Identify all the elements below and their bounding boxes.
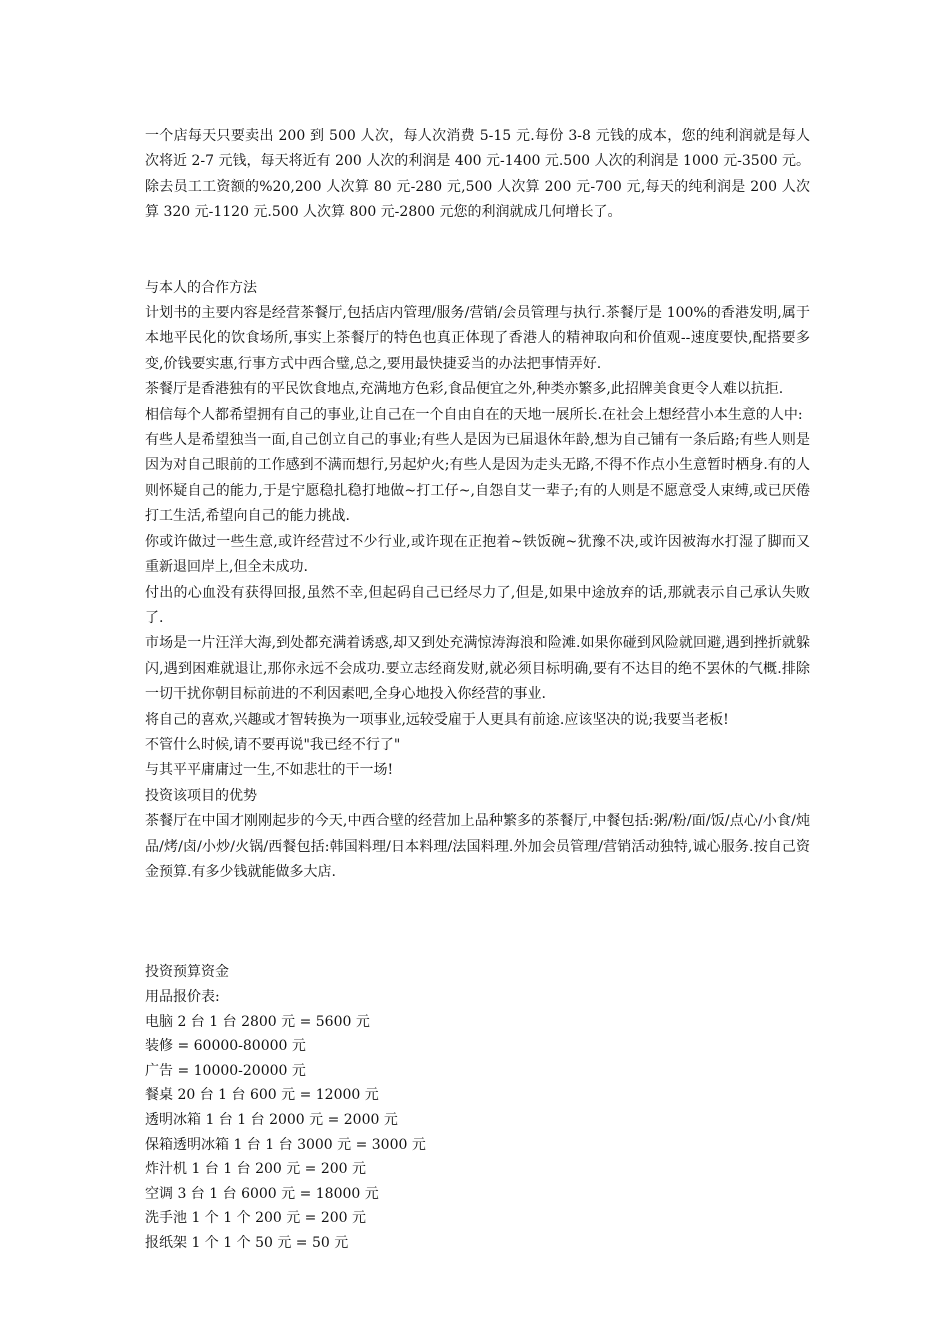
coop-paragraph-3: 相信每个人都希望拥有自己的事业,让自己在一个自由自在的天地一展所长.在社会上想经营小本生意的人中:	[145, 406, 803, 423]
budget-item: 炸汁机 1 台 1 台 200 元 = 200 元	[145, 1161, 367, 1178]
budget-item: 空调 3 台 1 台 6000 元 = 18000 元	[145, 1185, 379, 1202]
spacer	[145, 935, 810, 960]
coop-paragraph-10: 与其平平庸庸过一生,不如悲壮的干一场!	[145, 762, 394, 779]
budget-item: 电脑 2 台 1 台 2800 元 = 5600 元	[145, 1013, 370, 1030]
coop-paragraph-8: 将自己的喜欢,兴趣或才智转换为一项事业,远较受雇于人更具有前途.应该坚决的说;我要当老板!	[145, 711, 729, 728]
budget-subheading: 用品报价表:	[145, 988, 220, 1005]
budget-heading: 投资预算资金	[145, 964, 229, 981]
coop-paragraph-6: 付出的心血没有获得回报,虽然不幸,但起码自己已经尽力了,但是,如果中途放弃的话,那就表示自己承认失败了.	[145, 584, 810, 626]
budget-item: 洗手池 1 个 1 个 200 元 = 200 元	[145, 1210, 367, 1227]
coop-heading: 与本人的合作方法	[145, 279, 257, 296]
coop-paragraph-1: 计划书的主要内容是经营茶餐厅,包括店内管理/服务/营销/会员管理与执行.茶餐厅是 100%的香港发明,属于本地平民化的饮食场所,事实上茶餐厅的特色也真正体现了香港人的精神取向和价值观--速度要快,配搭要多变,价钱要实惠,行事方式中西合璧,总之,要用最快捷妥当的办法把事情弄好.	[145, 305, 810, 372]
coop-paragraph-2: 茶餐厅是香港独有的平民饮食地点,充满地方色彩,食品便宜之外,种类亦繁多,此招牌美食更令人难以抗拒.	[145, 381, 784, 398]
budget-item: 装修 = 60000-80000 元	[145, 1038, 306, 1055]
coop-paragraph-9: 不管什么时候,请不要再说"我已经不行了"	[145, 736, 401, 753]
budget-item: 广告 = 10000-20000 元	[145, 1062, 306, 1079]
coop-paragraph-4: 有些人是希望独当一面,自己创立自己的事业;有些人是因为已届退休年龄,想为自己铺有一条后路;有些人则是因为对自己眼前的工作感到不满而想行,另起炉火;有些人是因为走头无路,不得不作点小生意暂时栖身.有的人则怀疑自己的能力,于是宁愿稳扎稳打地做~打工仔~,自怨自艾一辈子;有的人则是不愿意受人束缚,或已厌倦打工生活,希望向自己的能力挑战.	[145, 432, 810, 525]
coop-paragraph-5: 你或许做过一些生意,或许经营过不少行业,或许现在正抱着~铁饭碗~犹豫不决,或许因被海水打湿了脚而又重新退回岸上,但全未成功.	[145, 533, 810, 576]
coop-paragraph-7: 市场是一片汪洋大海,到处都充满着诱惑,却又到处充满惊涛海浪和险滩.如果你碰到风险就回避,遇到挫折就躲闪,遇到困难就退让,那你永远不会成功.要立志经商发财,就必须目标明确,要有不达目的绝不罢休的气概.排除一切干扰你朝目标前进的不利因素吧,全身心地投入你经营的事业.	[145, 635, 810, 703]
budget-item: 报纸架 1 个 1 个 50 元 = 50 元	[145, 1234, 349, 1251]
advantage-paragraph: 茶餐厅在中国才刚刚起步的今天,中西合壁的经营加上品种繁多的茶餐厅,中餐包括:粥/粉/面/饭/点心/小食/炖品/烤/卤/小炒/火锅/西餐包括:韩国料理/日本料理/法国料理.外加会员管理/营销活动独特,诚心服务.按自己资金预算.有多少钱就能做多大店.	[145, 813, 810, 880]
spacer	[145, 226, 810, 276]
budget-item: 保箱透明冰箱 1 台 1 台 3000 元 = 3000 元	[145, 1136, 426, 1153]
budget-item: 餐桌 20 台 1 台 600 元 = 12000 元	[145, 1087, 379, 1104]
spacer	[145, 885, 810, 935]
budget-section	[145, 960, 810, 1255]
budget-item: 透明冰箱 1 台 1 台 2000 元 = 2000 元	[145, 1111, 398, 1128]
document-page	[145, 124, 810, 1256]
advantage-heading: 投资该项目的优势	[145, 787, 257, 804]
intro-paragraph: 一个店每天只要卖出 200 到 500 人次，每人次消费 5-15 元.每份 3-8 元钱的成本，您的纯利润就是每人次将近 2-7 元钱，每天将近有 200 人次的利润是 400 元-1400 元.500 人次的利润是 1000 元-3500 元。除去员工工资额的%20,200 人次算 80 元-280 元,500 人次算 200 元-700 元,每天的纯利润是 200 人次算 320 元-1120 元.500 人次算 800 元-2800 元您的利润就成几何增长了。	[145, 128, 810, 221]
